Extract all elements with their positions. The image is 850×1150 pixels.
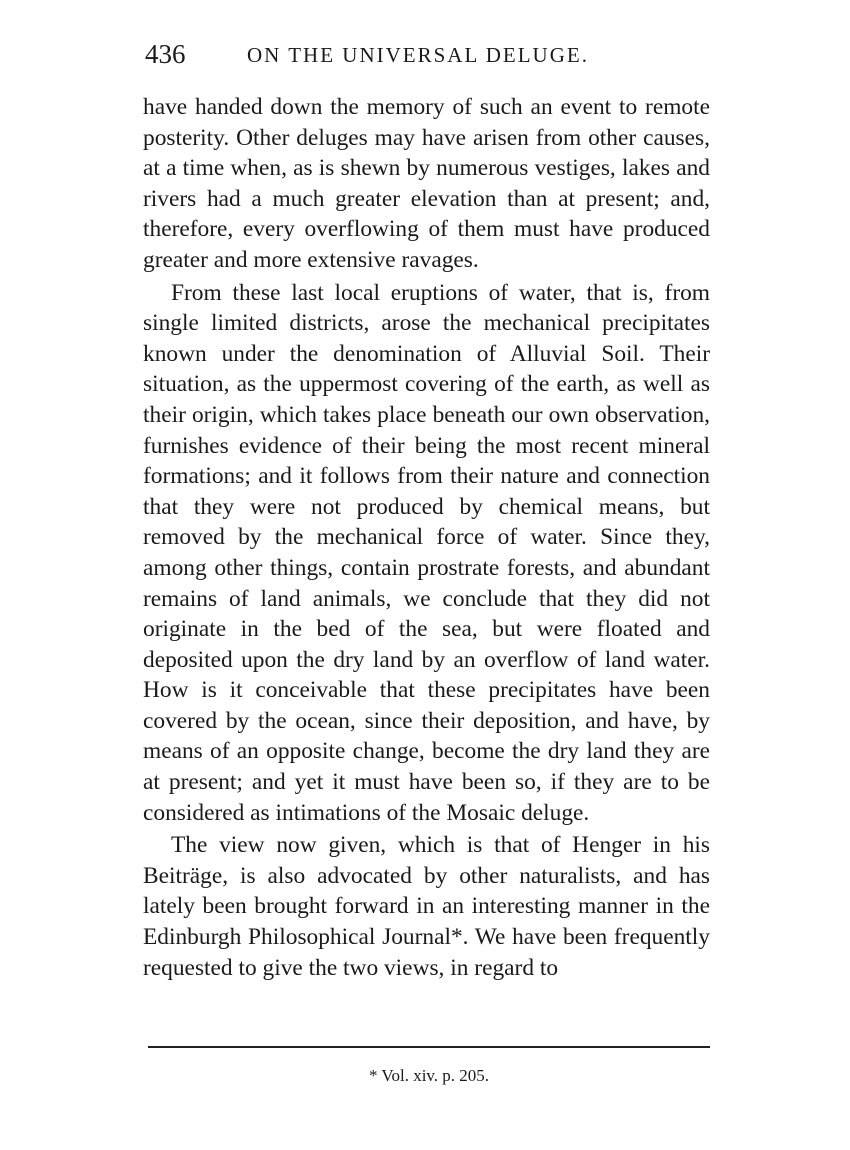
paragraph-alluvial-soil: From these last local eruptions of water, that is, from single limited districts, arose the mechanical precipitates known under the denomination of Alluvial Soil. Their situation, as the uppermost covering of the earth, as well as their origin, which takes place beneath our own observation, furnishes evidence of their being the most recent mineral formations; and it follows from their nature and connection that they were not produced by chemical means, but removed by the mechanical force of water. Since they, among other things, contain prostrate forests, and abundant remains of land animals, we conclude that they did not originate in the bed of the sea, but were floated and deposited upon the dry land by an overflow of land water. How is it conceivable that these precipitates have been covered by the ocean, since their deposition, and have, by means of an opposite change, become the dry land they are at present; and yet it must have been so, if they are to be considered as intimations of the Mosaic deluge. [143, 279, 710, 826]
footnote-divider [148, 1046, 710, 1048]
body-text [143, 92, 710, 983]
footnote: * Vol. xiv. p. 205. [368, 1066, 490, 1085]
running-head: ON THE UNIVERSAL DELUGE. [247, 43, 589, 67]
page-number: 436 [145, 39, 186, 69]
paragraph-continued: have handed down the memory of such an event to remote posterity. Other deluges may have arisen from other causes, at a time when, as is shewn by numerous vestiges, lakes and rivers had a much greater elevation than at present; and, therefore, every overflowing of them must have produced greater and more extensive ravages. [143, 94, 710, 273]
page-header [145, 36, 710, 76]
paragraph-henger-view: The view now given, which is that of Henger in his Beiträge, is also advocated by other naturalists, and has lately been brought forward in an interesting manner in the Edinburgh Philosophical Journal*. We have been frequently requested to give the two views, in regard to [143, 832, 710, 981]
